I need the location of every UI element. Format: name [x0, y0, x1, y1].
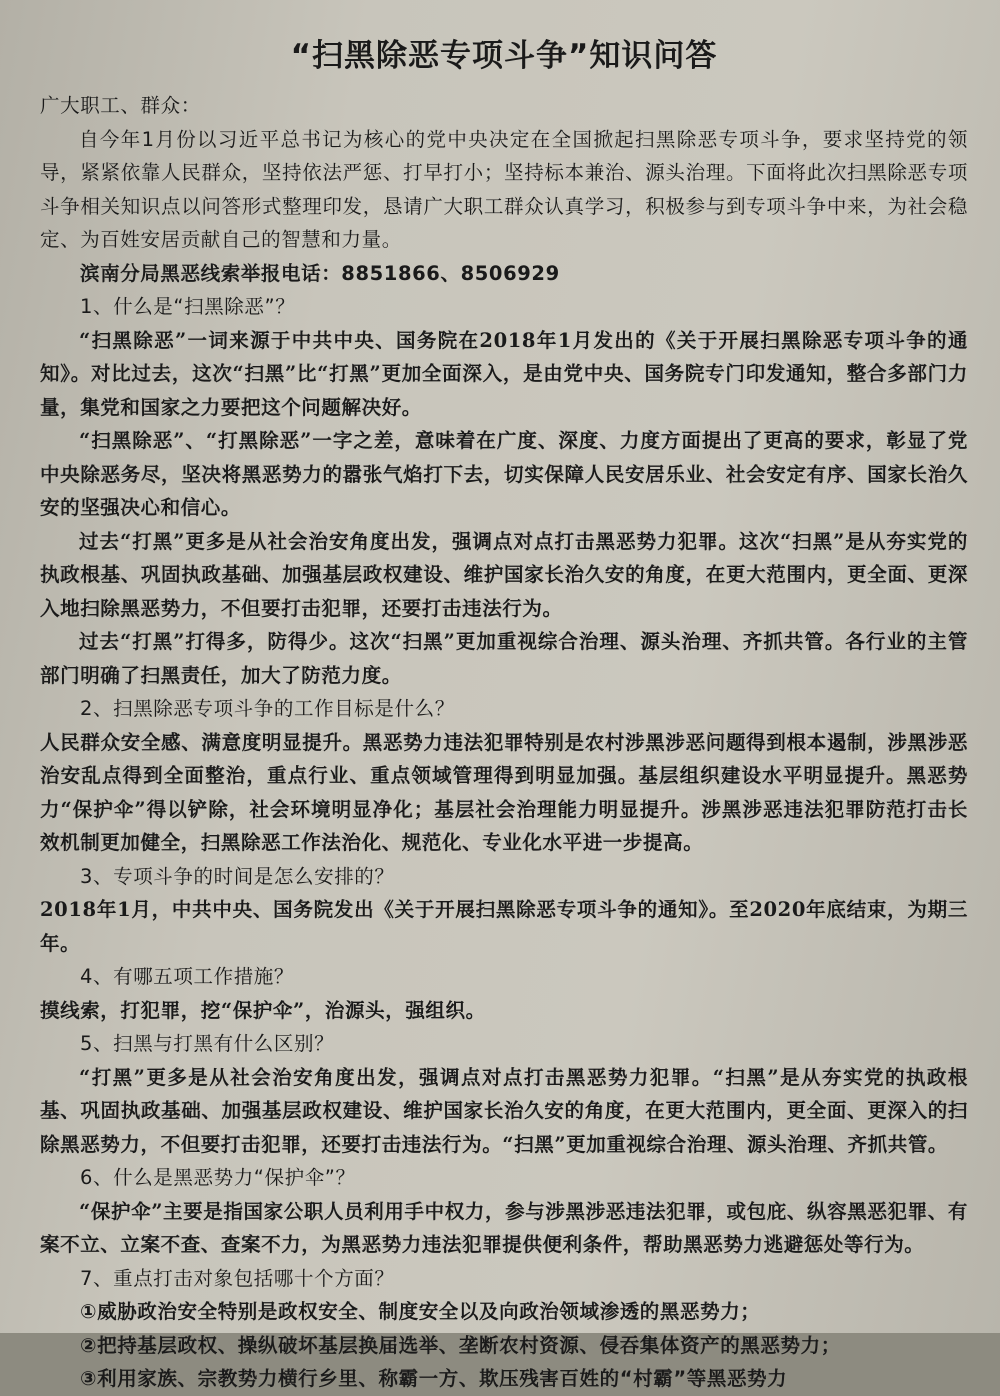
answer-2: 人民群众安全感、满意度明显提升。黑恶势力违法犯罪特别是农村涉黑涉恶问题得到根本遏制，涉黑涉恶治安乱点得到全面整治，重点行业、重点领域管理得到明显加强。基层组织建设水平明显提升。黑恶势力“保护伞”得以铲除，社会环境明显净化；基层社会治理能力明显提升。涉黑涉恶违法犯罪防范打击长效机制更加健全，扫黑除恶工作法治化、规范化、专业化水平进一步提高。 — [40, 730, 968, 854]
greeting: 广大职工、群众： — [40, 94, 201, 117]
question-6: 6、什么是黑恶势力“保护伞”？ — [80, 1166, 356, 1189]
answer-7-item-1: ①威胁政治安全特别是政权安全、制度安全以及向政治领域渗透的黑恶势力； — [80, 1300, 761, 1323]
question-7: 7、重点打击对象包括哪十个方面？ — [80, 1266, 395, 1290]
answer-1-paragraph-1: “扫黑除恶”一词来源于中共中央、国务院在2018年1月发出的《关于开展扫黑除恶专项斗争的通知》。对比过去，这次“扫黑”比“打黑”更加全面深入，是由党中央、国务院专门印发通知，整合多部门力量，集党和国家之力要把这个问题解决好。 — [40, 328, 968, 419]
answer-7-item-2: ②把持基层政权、操纵破坏基层换届选举、垄断农村资源、侵吞集体资产的黑恶势力； — [80, 1333, 841, 1357]
question-5: 5、扫黑与打黑有什么区别？ — [80, 1032, 335, 1055]
answer-5: “打黑”更多是从社会治安角度出发，强调点对点打击黑恶势力犯罪。“扫黑”是从夯实党的执政根基、巩固执政基础、加强基层政权建设、维护国家长治久安的角度，在更大范围内，更全面、更深入的扫除黑恶势力，不但要打击犯罪，还要打击违法行为。“扫黑”更加重视综合治理、源头治理、齐抓共管。 — [40, 1065, 968, 1156]
hotline: 滨南分局黑恶线索举报电话：8851866、8506929 — [80, 261, 560, 285]
answer-1-paragraph-2: “扫黑除恶”、“打黑除恶”一字之差，意味着在广度、深度、力度方面提出了更高的要求，彰显了党中央除恶务尽，坚决将黑恶势力的嚣张气焰打下去，切实保障人民安居乐业、社会安定有序、国家长治久安的坚强决心和信心。 — [40, 429, 968, 519]
question-1: 1、什么是“扫黑除恶”？ — [80, 295, 296, 318]
answer-4: 摸线索，打犯罪，挖“保护伞”，治源头，强组织。 — [40, 998, 486, 1022]
answer-1-paragraph-3: 过去“打黑”更多是从社会治安角度出发，强调点对点打击黑恶势力犯罪。这次“扫黑”是从夯实党的执政根基、巩固执政基础、加强基层政权建设、维护国家长治久安的角度，在更大范围内，更全面、更深入地扫除黑恶势力，不但要打击犯罪，还要打击违法行为。 — [40, 529, 968, 620]
answer-7-item-3: ③利用家族、宗教势力横行乡里、称霸一方、欺压残害百姓的“村霸”等黑恶势力 — [80, 1367, 788, 1390]
answer-3: 2018年1月，中共中央、国务院发出《关于开展扫黑除恶专项斗争的通知》。至2020年底结束，为期三年。 — [40, 898, 968, 955]
intro-paragraph: 自今年1月份以习近平总书记为核心的党中央决定在全国掀起扫黑除恶专项斗争，要求坚持党的领导，紧紧依靠人民群众，坚持依法严惩、打早打小；坚持标本兼治、源头治理。下面将此次扫黑除恶专项斗争相关知识点以问答形式整理印发，恳请广大职工群众认真学习，积极参与到专项斗争中来，为社会稳定、为百姓安居贡献自己的智慧和力量。 — [40, 127, 968, 251]
question-4: 4、有哪五项工作措施？ — [80, 965, 295, 988]
answer-1-paragraph-4: 过去“打黑”打得多，防得少。这次“扫黑”更加重视综合治理、源头治理、齐抓共管。各行业的主管部门明确了扫黑责任，加大了防范力度。 — [40, 630, 968, 687]
question-2: 2、扫黑除恶专项斗争的工作目标是什么？ — [80, 697, 455, 720]
question-3: 3、专项斗争的时间是怎么安排的？ — [80, 864, 395, 888]
answer-6: “保护伞”主要是指国家公职人员利用手中权力，参与涉黑涉恶违法犯罪，或包庇、纵容黑恶犯罪、有案不立、立案不查、查案不力，为黑恶势力违法犯罪提供便利条件，帮助黑恶势力逃避惩处等行为。 — [40, 1199, 968, 1256]
page-title: “扫黑除恶专项斗争”知识问答 — [290, 38, 718, 74]
